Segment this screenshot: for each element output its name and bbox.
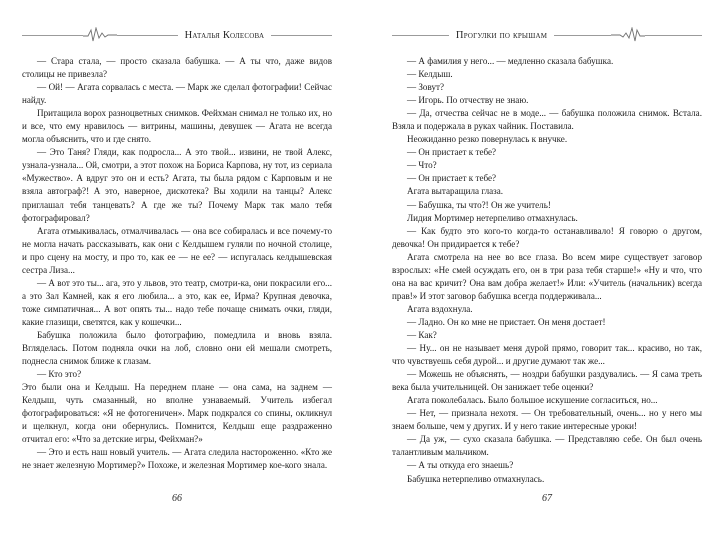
left-page-body-text (22, 55, 332, 473)
paragraph: — Это и есть наш новый учитель. — Агата следила настороженно. «Кто же не знает железную Мортимер?» Похоже, и железная Мортимер кое-кого знала. (22, 447, 332, 471)
paragraph: — Ладно. Он ко мне не пристает. Он меня достает! (407, 316, 606, 327)
paragraph: Агата поколебалась. Было большое искушение согласиться, но... (407, 395, 658, 406)
right-running-head (392, 24, 702, 46)
paragraph: — Бабушка, ты что?! Он же учитель! (407, 199, 551, 210)
paragraph: Лидия Мортимер нетерпеливо отмахнулась. (407, 212, 578, 223)
paragraph: — Ну... он не называет меня дурой прямо, говорит так... красиво, но так, что чувствуешь себя дурой... и другие думают так же... (392, 343, 702, 367)
paragraph: Это были она и Келдыш. На переднем плане — она сама, на заднем — Келдыш, чуть смазанный, но вполне узнаваемый. Учитель избегал фотографироваться: «Я не фотогеничен». Марк подкрался со спины, окликнул и щелкнул, когда они обернулись. Помнится, Келдыш еще раздраженно отчитал его: «Что за детские игры, Фейхман?» (22, 382, 332, 445)
paragraph: — Ой! — Агата сорвалась с места. — Марк же сделал фотографии! Сейчас найду. (22, 82, 332, 106)
rule-left (22, 35, 83, 36)
paragraph: — А ты откуда его знаешь? (407, 460, 514, 471)
right-page-number: 67 (542, 493, 552, 504)
paragraph: — Келдыш. (407, 69, 453, 80)
left-page-number: 66 (172, 493, 182, 504)
paragraph: Агата отмыкивалась, отмалчивалась — она все собиралась и все почему-то не могла начать рассказывать, как они с Келдышем гуляли по ночной столице, и про сцену на мосту, и про то, как ее — не ее? — испугалась келдышевская сестра Лиза... (22, 225, 332, 275)
paragraph: — Он пристает к тебе? (407, 173, 497, 184)
zigzag-ornament-icon (83, 27, 117, 43)
paragraph: — Зовут? (407, 82, 445, 93)
paragraph: Агата вытаращила глаза. (407, 186, 504, 197)
zigzag-ornament-icon (611, 27, 645, 43)
rule-right-right (645, 35, 702, 36)
rule-left-right (392, 35, 449, 36)
paragraph: Агата смотрела на нее во все глаза. Во всем мире существует заговор взрослых: «Не смей осуждать его, он в три раза тебя старше!» «Ну и что, что она на вас кричит? Она вам добра желает!» Или: «Учитель (начальник) всегда прав!» И этот заговор бабушка всегда поддерживала... (392, 251, 702, 301)
paragraph: — Да, отчества сейчас не в моде... — бабушка положила снимок. Встала. Взяла и подержала в руках чайник. Поставила. (392, 108, 702, 132)
paragraph: — Как будто это кого-то когда-то останавливало! Я говорю о другом, девочка! Он придирается к тебе? (392, 225, 702, 249)
paragraph: Агата вздохнула. (407, 303, 473, 314)
left-running-head (22, 24, 332, 46)
paragraph: — А вот это ты... ага, это у львов, это театр, смотри-ка, они покрасили его... а это Зал Камней, как я его любила... а это, как ее, Ирма? Крупная девочка, тоже симпатичная... А вот опять ты... надо тебе почаще снимать очки, гляди, какие глазищи, светятся, как у кошечки... (22, 277, 332, 327)
paragraph: — Что? (407, 160, 437, 171)
paragraph: — Да уж, — сухо сказала бабушка. — Представляю себе. Он был очень талантливым мальчиком. (392, 434, 702, 458)
right-page-body-text (392, 55, 702, 486)
left-page-running-title: Наталья Колесова (184, 29, 265, 41)
right-page (362, 0, 724, 540)
paragraph: Бабушка нетерпеливо отмахнулась. (407, 473, 545, 484)
paragraph: Неожиданно резко повернулась к внучке. (407, 134, 568, 145)
rule-right-left (271, 35, 332, 36)
paragraph: — Можешь не объяснять, — ноздри бабушки раздувались. — Я сама треть века была учительницей. Он занижает тебе оценки? (392, 369, 702, 393)
rule-mid-left (117, 35, 178, 36)
paragraph: — Он пристает к тебе? (407, 147, 497, 158)
paragraph: Бабушка положила было фотографию, помедлила и вновь взяла. Вгляделась. Потом подняла очки на лоб, словно они ей мешали смотреть, поднесла снимок ближе к глазам. (22, 329, 332, 367)
paragraph: — Игорь. По отчеству не знаю. (407, 95, 529, 106)
paragraph: — Стара стала, — просто сказала бабушка. — А ты что, даже видов столицы не привезла? (22, 56, 332, 80)
paragraph: — А фамилия у него... — медленно сказала бабушка. (407, 56, 614, 66)
paragraph: — Нет, — признала нехотя. — Он требовательный, очень... но у него мы знаем больше, чем у других. И у него такие интересные уроки! (392, 408, 702, 432)
paragraph: — Кто это? (37, 369, 82, 380)
paragraph: — Как? (407, 329, 437, 340)
right-page-running-title: Прогулки по крышам (455, 29, 548, 41)
paragraph: Притащила ворох разноцветных снимков. Фейхман снимал не только их, но и все, что ему нравилось — витрины, машины, девушек — Агата не всегда могла объяснить, что и где снято. (22, 108, 332, 145)
left-page (0, 0, 362, 540)
rule-mid-right (554, 35, 611, 36)
paragraph: — Это Таня? Гляди, как подросла... А это твой... извини, не твой Алекс, узнала-узнала... Ой, смотри, а этот похож на Бориса Карпова, ну тот, из сериала «Мужество». А вдруг это он и есть? Агата, ты была рядом с Карповым и не взяла автограф?! А это, наверное, дискотека? Вы ходили на танцы? Алекс приглашал тебя танцевать? А где же ты? Почему Марк так мало тебя фотографировал? (22, 147, 332, 223)
